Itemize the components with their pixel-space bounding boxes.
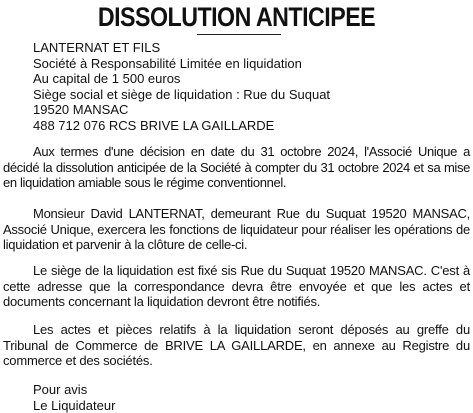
paragraph-filing: [3, 322, 470, 369]
signature-block: [33, 382, 115, 413]
company-registered-office: Siège social et siège de liquidation : Rue du Suquat: [33, 87, 330, 103]
paragraph-text: Monsieur David LANTERNAT, demeurant Rue du Suquat 19520 MANSAC, Associé Unique, exercera les fonctions de liquidateur pour réaliser les opérations de liquidation et parvenir à la clôture de celle-ci.: [3, 206, 470, 252]
signature-liquidator: Le Liquidateur: [33, 398, 115, 413]
company-rcs-number: 488 712 076 RCS BRIVE LA GAILLARDE: [33, 118, 330, 134]
company-legal-form: Société à Responsabilité Limitée en liquidation: [33, 56, 330, 72]
paragraph-liquidator: [3, 206, 470, 253]
notice-title: DISSOLUTION ANTICIPEE: [33, 2, 440, 32]
paragraph-liquidation-seat: [3, 263, 470, 310]
paragraph-text: Le siège de la liquidation est fixé sis Rue du Suquat 19520 MANSAC. C'est à cette adresse que la correspondance devra être envoyée et que les actes et documents concernant la liquidation devront être notifiés.: [3, 263, 470, 309]
company-block: [33, 40, 330, 133]
signature-for-notice: Pour avis: [33, 382, 115, 398]
paragraph-text: Aux termes d'une décision en date du 31 octobre 2024, l'Associé Unique a décidé la dissolution anticipée de la Société à compter du 31 octobre 2024 et sa mise en liquidation amiable sous le régime conventionnel.: [3, 144, 470, 190]
title-underline: [197, 34, 281, 35]
company-postcode-city: 19520 MANSAC: [33, 102, 330, 118]
company-capital: Au capital de 1 500 euros: [33, 71, 330, 87]
paragraph-text: Les actes et pièces relatifs à la liquidation seront déposés au greffe du Tribunal de Commerce de BRIVE LA GAILLARDE, en annexe au Registre du commerce et des sociétés.: [3, 322, 470, 368]
paragraph-dissolution-decision: [3, 144, 470, 191]
company-name: LANTERNAT ET FILS: [33, 40, 330, 56]
